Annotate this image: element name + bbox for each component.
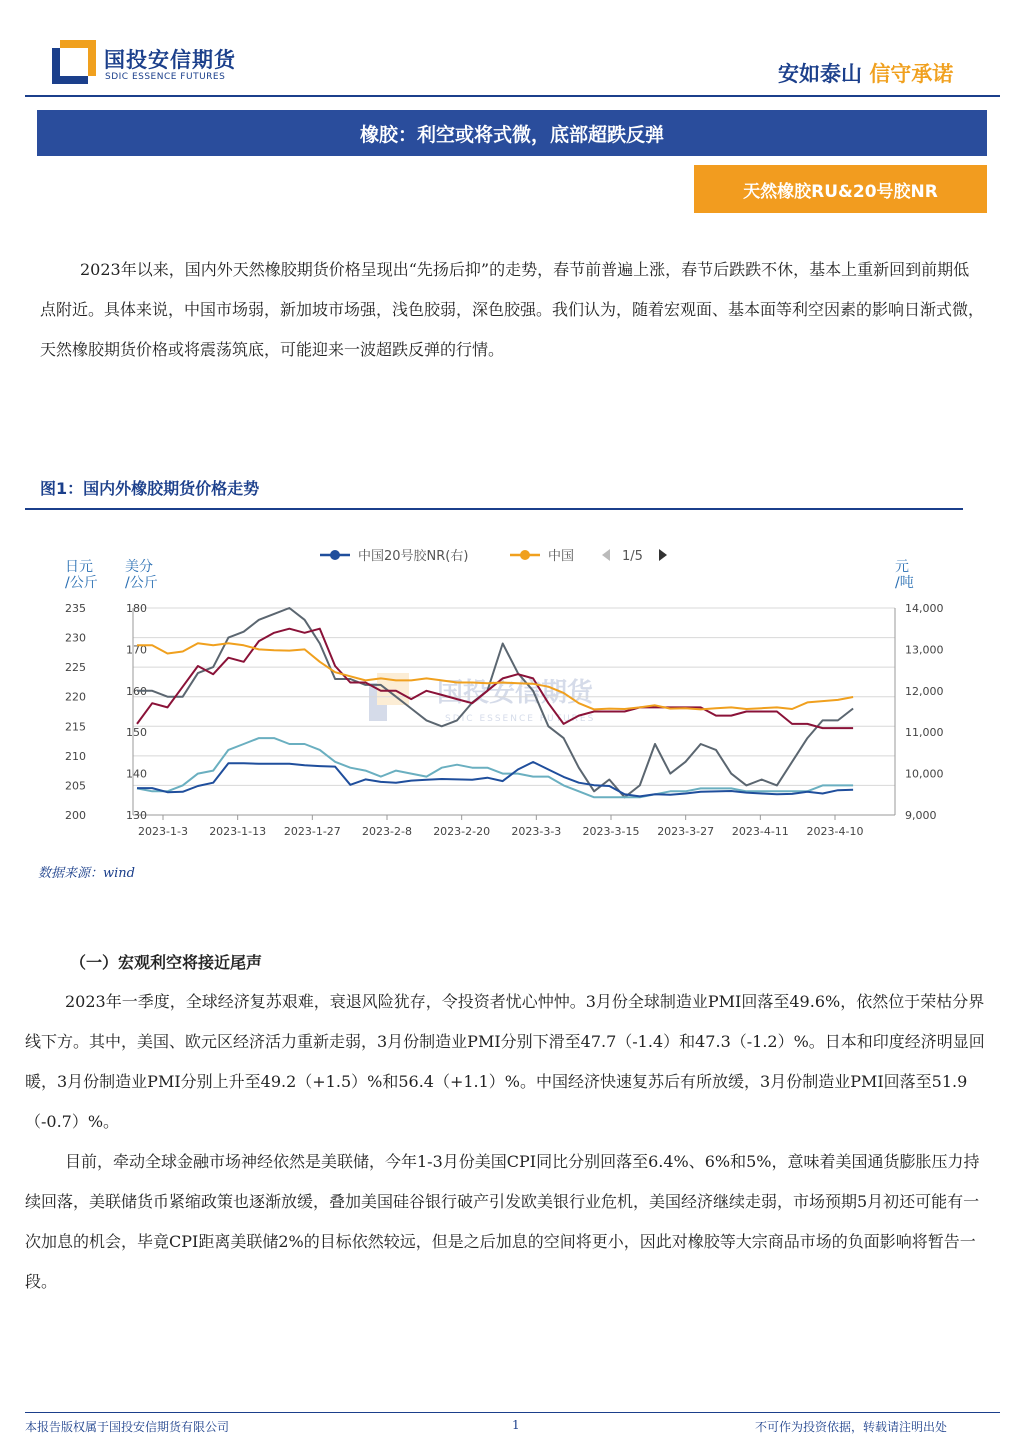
price-chart	[25, 535, 965, 845]
legend-marker-china	[520, 550, 530, 560]
footer-page-number: 1	[512, 1418, 520, 1432]
y-tick-left-outer: 235	[65, 602, 86, 615]
chart-grid	[133, 608, 895, 815]
x-tick-label: 2023-2-20	[433, 825, 491, 838]
left-outer-unit: 日元/公斤	[65, 559, 98, 591]
report-title: 橡胶：利空或将式微，底部超跌反弹	[37, 110, 987, 156]
y-tick-right: 11,000	[905, 726, 944, 740]
left-inner-unit: 美分/公斤	[125, 559, 158, 591]
header-rule	[25, 95, 1000, 97]
right-unit: 元/吨	[895, 559, 914, 591]
x-tick-label: 2023-1-13	[209, 825, 267, 838]
y-tick-left-inner: 130	[126, 809, 147, 822]
axis-units	[65, 559, 914, 591]
company-name-en: SDIC ESSENCE FUTURES	[105, 72, 226, 82]
slogan-part1: 安如泰山	[778, 62, 862, 86]
y-tick-left-outer: 215	[65, 720, 86, 734]
figure-title: 图1：国内外橡胶期货价格走势	[40, 479, 260, 498]
legend-label-china: 中国	[548, 549, 575, 564]
legend-page: 1/5	[622, 549, 643, 564]
footer-disclaimer: 不可作为投资依据，转载请注明出处	[755, 1420, 948, 1434]
legend-next-icon[interactable]	[659, 549, 667, 561]
x-tick-label: 2023-1-3	[138, 825, 188, 838]
y-tick-right: 14,000	[905, 602, 944, 615]
y-tick-left-outer: 200	[65, 809, 86, 822]
legend-prev-icon[interactable]	[602, 549, 610, 561]
watermark-en: SDIC ESSENCE FUTURES	[445, 714, 596, 724]
y-tick-left-outer: 225	[65, 661, 86, 675]
figure-source: 数据来源：wind	[38, 866, 135, 881]
y-tick-right: 9,000	[905, 809, 937, 822]
x-tick-label: 2023-4-11	[731, 825, 789, 838]
section-paragraph-2: 目前，牵动全球金融市场神经依然是美联储，今年1-3月份美国CPI同比分别回落至6.4%、6%和5%，意味着美国通货膨胀压力持续回落，美联储货币紧缩政策也逐渐放缓，叠加美国硅谷银行破产引发欧美银行业危机，美国经济继续走弱，市场预期5月初还可能有一次加息的机会，毕竟CPI距离美联储2%的目标依然较远，但是之后加息的空间将更小，因此对橡胶等大宗商品市场的负面影响将暂告一段。	[25, 1152, 980, 1291]
y-tick-left-outer: 220	[65, 690, 86, 704]
y-tick-right: 10,000	[905, 767, 944, 781]
y-tick-left-outer: 230	[65, 631, 86, 645]
x-tick-label: 2023-4-10	[806, 825, 864, 838]
y-tick-left-inner: 170	[126, 643, 147, 657]
report-subtitle: 天然橡胶RU&20号胶NR	[694, 165, 987, 213]
intro-paragraph: 2023年以来，国内外天然橡胶期货价格呈现出“先扬后抑”的走势，春节前普遍上涨，春节后跌跌不休，基本上重新回到前期低点附近。具体来说，中国市场弱，新加坡市场强，浅色胶弱，深色胶强。我们认为，随着宏观面、基本面等利空因素的影响日渐式微，天然橡胶期货价格或将震荡筑底，可能迎来一波超跌反弹的行情。	[40, 260, 985, 359]
watermark-cn: 国投安信期货	[437, 678, 594, 708]
footer-copyright: 本报告版权属于国投安信期货有限公司	[25, 1420, 230, 1434]
slogan-part2: 信守承诺	[869, 62, 954, 86]
y-tick-left-outer: 210	[65, 749, 86, 763]
y-tick-left-inner: 140	[126, 767, 147, 781]
company-logo-icon	[52, 40, 96, 84]
footer-rule	[25, 1412, 1000, 1413]
x-tick-label: 2023-3-15	[582, 825, 640, 838]
y-tick-right: 12,000	[905, 684, 944, 698]
slogan	[778, 58, 953, 88]
figure-rule	[25, 508, 963, 510]
x-tick-label: 2023-3-27	[657, 825, 715, 838]
chart-legend	[320, 548, 667, 564]
section-heading: （一）宏观利空将接近尾声	[70, 953, 263, 972]
legend-marker-nr	[330, 550, 340, 560]
x-tick-label: 2023-3-3	[511, 825, 562, 838]
section-paragraph-1: 2023年一季度，全球经济复苏艰难，衰退风险犹存，令投资者忧心忡忡。3月份全球制造业PMI回落至49.6%，依然位于荣枯分界线下方。其中，美国、欧元区经济活力重新走弱，3月份制造业PMI分别下滑至47.7（-1.4）和47.3（-1.2）%。日本和印度经济明显回暖，3月份制造业PMI分别上升至49.2（+1.5）%和56.4（+1.1）%。中国经济快速复苏后有所放缓，3月份制造业PMI回落至51.9（-0.7）%。	[25, 992, 985, 1131]
y-tick-left-inner: 160	[126, 684, 147, 698]
legend-label-nr: 中国20号胶NR(右)	[358, 549, 469, 564]
y-tick-right: 13,000	[905, 643, 944, 657]
y-tick-left-inner: 180	[126, 602, 147, 615]
x-tick-label: 2023-1-27	[283, 825, 341, 838]
x-tick-label: 2023-2-8	[362, 825, 412, 838]
y-tick-left-outer: 205	[65, 779, 86, 793]
company-name-cn: 国投安信期货	[104, 48, 236, 72]
y-tick-left-inner: 150	[126, 726, 147, 740]
series-line-4	[137, 738, 853, 797]
